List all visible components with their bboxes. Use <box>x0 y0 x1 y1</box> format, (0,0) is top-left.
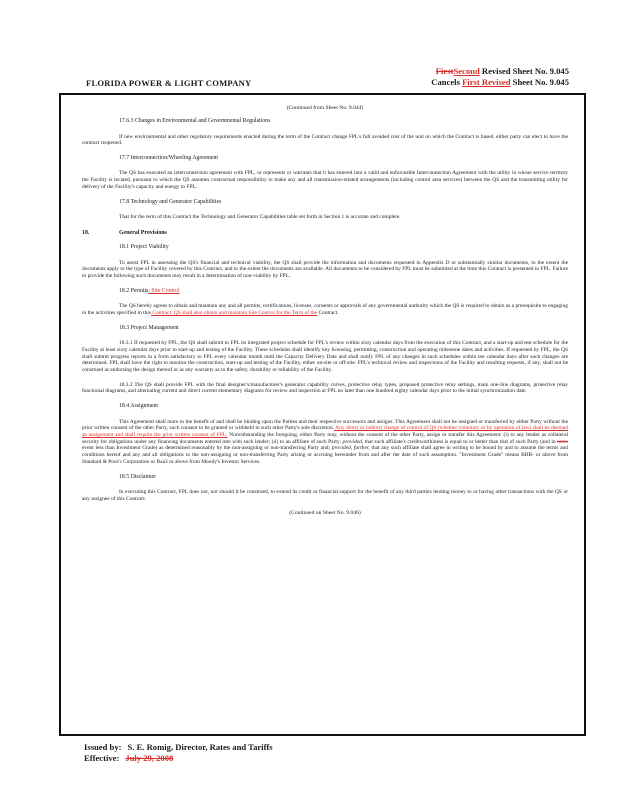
cancels-sheet-text: Sheet No. 9.045 <box>510 77 569 87</box>
section-17-8-body: That for the term of this Contract the Technology and Generator Capabilities table set forth in Section 1 is accurate and complete. <box>119 214 401 221</box>
section-17-7-body: The QS has executed an interconnection agreement with FPL, or represents or warrants that it has entered into a valid and enforceable Interconnection Agreement with the utility in whose service territory the Facility is located, pursuant to which the QS assumes contractual responsibility to make any and all transmission-related arrangements (including control area services) between the QS and the transmitting utility for delivery of the Facility's capacity and energy to FPL. <box>82 170 568 190</box>
section-18-2-body-text: The QS hereby agrees to obtain and maintain any and all permits, certifications, licenses, consents or approvals of any governmental authority which the QS is required to obtain as a prerequisite to engaging in the activities specified in this <box>82 303 568 317</box>
inserted-revision-text: Second <box>453 66 480 76</box>
section-17-6-3-body: If new environmental and other regulatory requirements enacted during the term of the Contract change FPL's full avoided cost of the unit on which the Contract is based, either party can elect to have the contract reopened. <box>82 133 568 147</box>
section-18-3-1-body: 18.3.1 If requested by FPL, the QS shall submit to FPL its integrated project schedule for FPL's review within sixty calendar days from the execution of this Contract, and a start-up and test schedule for the Facility at least sixty calendar days prior to start-up and testing of the Facility. These schedules shall identify key licensing, permitting, construction and operating milestone dates and activities. If requested by FPL, the QS shall submit progress reports in a form satisfactory to FPL every calendar month until the Capacity Delivery Date and shall notify FPL of any changes in such schedules within ten calendar days after such changes are determined. FPL shall have the right to monitor the construction, start-up and testing of the Facility, either on-site or off-site. FPL's technical review and inspections of the Facility and resulting requests, if any, shall not be construed as endorsing the design thereof or as any warranty as to the safety, durability or reliability of the Facility. <box>82 340 568 374</box>
section-17-7-heading: 17.7 Interconnection/Wheeling Agreement <box>119 154 218 161</box>
section-18-1-body: To assist FPL in assessing the QS's financial and technical viability, the QS shall provide the information and documents requested in Appendix D or substantially similar documents, to the extent the documents apply to the type of Facility covered by this Contract, and to the extent the documents are available. All documents to be considered by FPL must be submitted at the time this Contract is presented to FPL. Failure to provide the following such documents may result in a determination of non-viability by FPL. <box>82 259 568 280</box>
section-18-number: 18. <box>82 229 90 236</box>
section-18-4-text-3: that such affiliate's creditworthiness is equal to or better than that of such Party (and in <box>363 438 558 445</box>
inserted-cancels-text: First Revised <box>462 77 511 87</box>
section-18-2-body <box>82 303 568 316</box>
section-18-1-heading: 18.1 Project Viability <box>119 244 169 251</box>
section-18-heading <box>82 230 568 238</box>
effective-label: Effective: <box>84 753 120 763</box>
section-18-2-heading-text: 18.2 Permits <box>119 287 149 294</box>
section-18-title: General Provisions <box>119 229 167 236</box>
effective-line <box>84 753 273 764</box>
section-18-5-body: In executing this Contract, FPL does not, nor should it be construed, to extend its credit or financial support for the benefit of any third parties lending money to or having other transactions with the QS or any assignee of this Contract. <box>82 489 568 502</box>
section-18-4-text-4: event less than Investment Grade) as determined reasonably by the non-assigning or non-transferring Party and; <box>82 445 332 452</box>
sheet-body <box>82 102 568 517</box>
cancels-sheet-line <box>431 77 569 88</box>
issued-by-line <box>84 742 273 753</box>
section-18-4-text-5: that any such affiliate shall agree in writing to be bound by and to assume the terms and conditions hereof and any and all obligations to the non-assigning or non-transferring Party arising or accruing hereunder from and after the date of such assumption. "Investment Grade" means BBB- or above from Standard & Poor's Corporation or Baa3 or above from Moody's Investor Services. <box>82 445 568 465</box>
struck-revision-text: First <box>435 66 454 76</box>
revised-sheet-text: Revised Sheet No. 9.045 <box>479 66 569 76</box>
company-name: FLORIDA POWER & LIGHT COMPANY <box>86 78 252 88</box>
section-18-3-2-body: 18.3.2 The QS shall provide FPL with the final designer's/manufacturer's generator capability curves, protective relay types, proposed protective relay settings, main one-line diagrams, protective relay functional diagrams, and alternating current and direct current elementary diagrams for review and inspection at FPL no later than one hundred eighty calendar days prior to the initial synchronization date. <box>82 381 568 395</box>
section-18-4-text-1: This Agreement shall inure to the benefit of and shall be binding upon the Parties and their respective successors and assigns. This Agreement shall not be assigned or transferred by either Party without the prior written consent of the other Party, such consent to be granted or withheld in such other Party's sole discretion. <box>82 418 568 432</box>
effective-date-struck: July 29, 2008 <box>125 753 174 763</box>
issuance-footer <box>84 742 273 764</box>
section-18-4-insert: Any direct or indirect change of control of QS (whether voluntary or by operation of law) shall be deemed an assignment and shall require the prior written consent of FPL. <box>82 425 568 439</box>
section-18-3-heading: 18.3 Project Management <box>119 324 179 331</box>
section-17-8-heading: 17.8 Technology and Generator Capabilities <box>119 198 222 205</box>
issued-by-value: S. E. Romig, Director, Rates and Tariffs <box>127 742 273 752</box>
revision-header <box>431 66 569 88</box>
section-18-5-heading: 18.5 Disclaimer <box>119 473 157 480</box>
section-18-4-proviso-1: provided, <box>342 438 364 445</box>
section-18-4-proviso-2: provided, further, <box>331 445 370 452</box>
continued-on-note: (Continued on Sheet No. 9.046) <box>289 510 361 517</box>
tariff-sheet-frame <box>59 93 586 736</box>
section-18-2-heading <box>119 288 568 296</box>
revised-sheet-line <box>431 66 569 77</box>
section-18-4-heading: 18.4 Assignment <box>119 403 158 410</box>
section-18-4-text-2: Notwithstanding the foregoing, either Party may, without the consent of the other Party, assign or transfer this Agreement: (i) to any lender as collateral security for obligations under any financing documents entered into with such lender; (ii) to an affiliate of such Party; <box>82 432 568 445</box>
cancels-prefix: Cancels <box>431 77 463 87</box>
section-17-6-3-heading: 17.6.3 Changes in Environmental and Governmental Regulations <box>119 118 271 124</box>
section-18-4-struck: nono <box>557 438 568 445</box>
section-18-4-body <box>82 419 568 466</box>
issued-by-label: Issued by: <box>84 742 122 752</box>
continued-from-note: (Continued from Sheet No. 9.044) <box>286 105 364 111</box>
section-18-2-body-end: Contract. <box>317 310 339 317</box>
section-18-2-body-insert: Contract. QS shall also obtain and maintain Site Control for the Term of the <box>151 310 318 317</box>
section-18-2-heading-insert: ; Site Control <box>148 287 180 294</box>
